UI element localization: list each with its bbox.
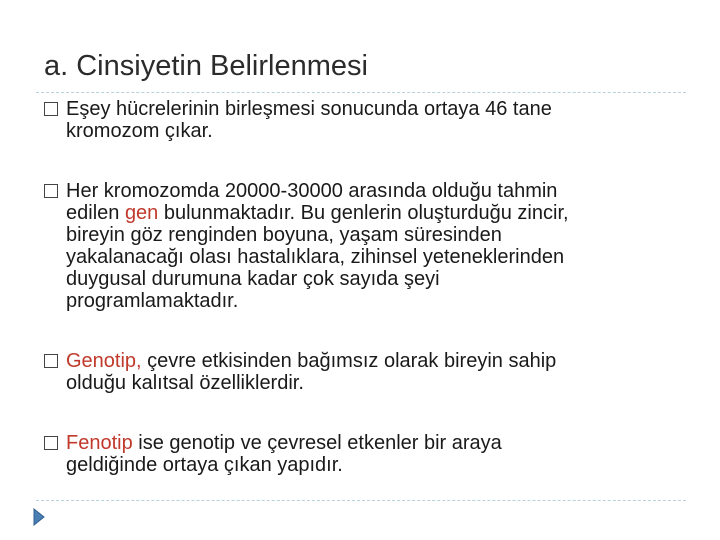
keyword-fenotip: Fenotip xyxy=(66,432,133,454)
next-slide-arrow-icon[interactable] xyxy=(33,508,45,526)
bullet-item-1 xyxy=(44,98,684,142)
bullet-item-3 xyxy=(44,350,684,394)
bullet-box-icon xyxy=(44,184,58,198)
bullet-box-icon xyxy=(44,102,58,116)
footer-divider xyxy=(36,500,686,501)
bullet-text-1: Eşey hücrelerinin birleşmesi sonucunda ortaya 46 tane kromozom çıkar. xyxy=(66,98,552,142)
bullet-box-icon xyxy=(44,354,58,368)
bullet-item-2 xyxy=(44,180,684,312)
bullet-text-2: Her kromozomda 20000-30000 arasında olduğu tahmin edilen gen bulunmaktadır. Bu genlerin oluşturduğu zincir, bireyin göz renginden boyuna, yaşam süresinden yakalanacağı olası hastalıklara, zihinsel yeteneklerinden duygusal durumuna kadar çok sayıda şeyi programlamaktadır. xyxy=(66,180,569,312)
bullet-text-3: Genotip, çevre etkisinden bağımsız olarak bireyin sahip olduğu kalıtsal özelliklerdir. xyxy=(66,350,557,394)
slide-title: a. Cinsiyetin Belirlenmesi xyxy=(44,50,368,82)
bullet-item-4 xyxy=(44,432,684,476)
bullet-text-4: Fenotip ise genotip ve çevresel etkenler bir araya geldiğinde ortaya çıkan yapıdır. xyxy=(66,432,502,476)
keyword-genotip: Genotip, xyxy=(66,350,142,372)
keyword-gen: gen xyxy=(124,202,159,224)
bullet-box-icon xyxy=(44,436,58,450)
title-divider xyxy=(36,92,686,93)
